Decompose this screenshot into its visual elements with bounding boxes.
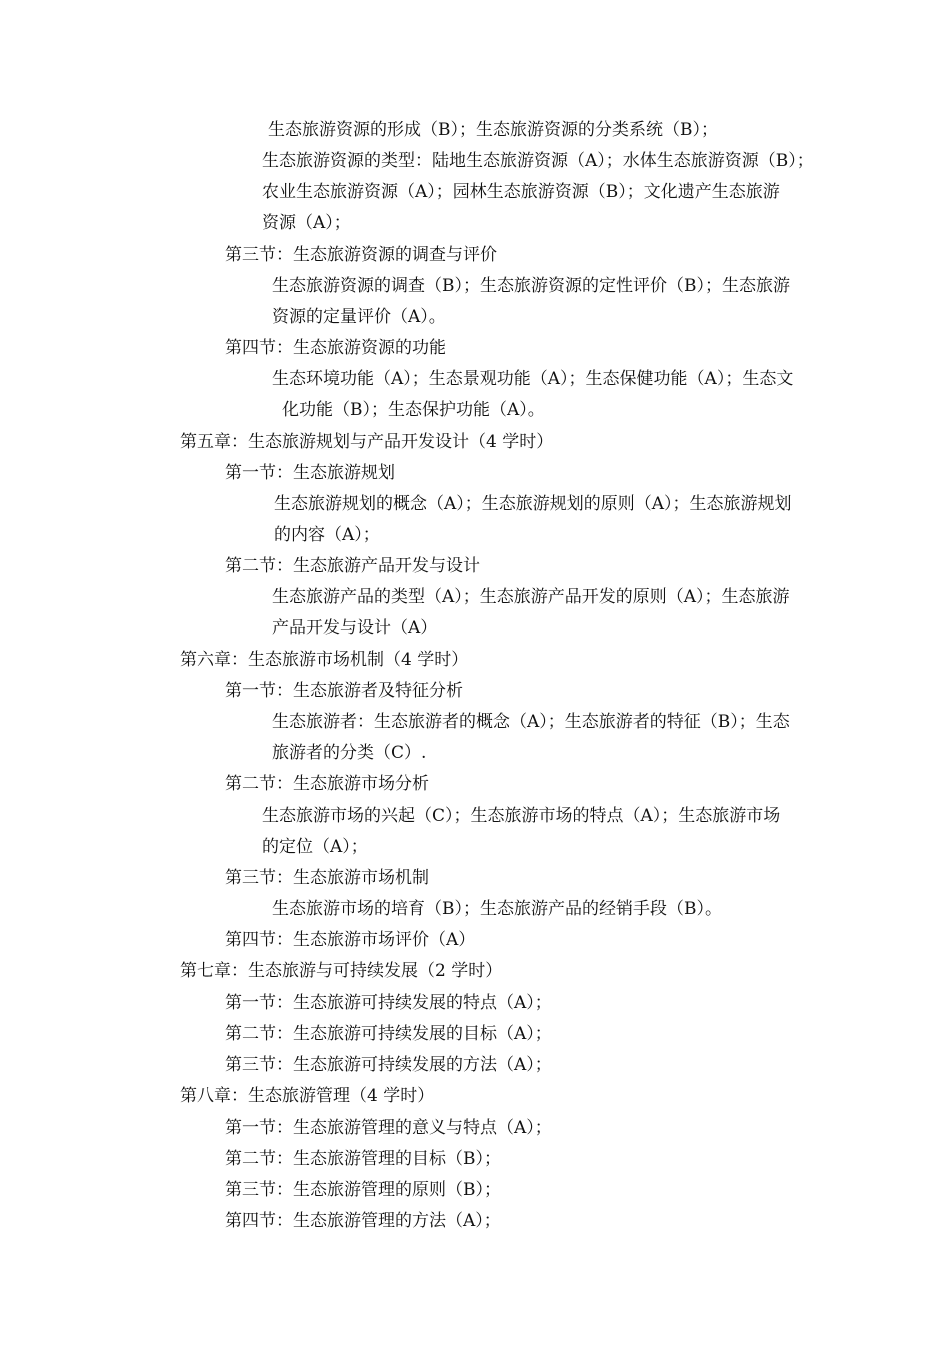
section-heading: 第三节：生态旅游管理的原则（B）； xyxy=(225,1180,501,1200)
section-heading: 第二节：生态旅游市场分析 xyxy=(225,774,429,794)
text-line: 化功能（B）；生态保护功能（A）。 xyxy=(282,400,545,420)
chapter-heading: 第六章：生态旅游市场机制（4 学时） xyxy=(180,650,469,670)
section-heading: 第一节：生态旅游规划 xyxy=(225,463,395,483)
section-heading: 第一节：生态旅游可持续发展的特点（A）； xyxy=(225,993,552,1013)
text-line: 生态环境功能（A）；生态景观功能（A）；生态保健功能（A）；生态文 xyxy=(272,369,794,389)
section-heading: 第二节：生态旅游产品开发与设计 xyxy=(225,556,480,576)
section-heading: 第三节：生态旅游可持续发展的方法（A）； xyxy=(225,1055,552,1075)
text-line: 资源的定量评价（A）。 xyxy=(272,307,446,327)
text-line: 生态旅游资源的调查（B）；生态旅游资源的定性评价（B）；生态旅游 xyxy=(272,276,790,296)
chapter-heading: 第七章：生态旅游与可持续发展（2 学时） xyxy=(180,961,503,981)
section-heading: 第三节：生态旅游资源的调查与评价 xyxy=(225,245,497,265)
text-line: 生态旅游资源的类型：陆地生态旅游资源（A）；水体生态旅游资源（B）； xyxy=(262,151,814,171)
section-heading: 第四节：生态旅游管理的方法（A）； xyxy=(225,1211,501,1231)
section-heading: 第四节：生态旅游资源的功能 xyxy=(225,338,446,358)
section-heading: 第一节：生态旅游者及特征分析 xyxy=(225,681,463,701)
text-line: 生态旅游市场的兴起（C）；生态旅游市场的特点（A）；生态旅游市场 xyxy=(262,806,781,826)
text-line: 生态旅游市场的培育（B）；生态旅游产品的经销手段（B）。 xyxy=(272,899,722,919)
section-heading: 第二节：生态旅游管理的目标（B）； xyxy=(225,1149,501,1169)
section-heading: 第四节：生态旅游市场评价（A） xyxy=(225,930,476,950)
text-line: 的内容（A）； xyxy=(274,525,380,545)
text-line: 农业生态旅游资源（A）；园林生态旅游资源（B）；文化遗产生态旅游 xyxy=(262,182,780,202)
section-heading: 第二节：生态旅游可持续发展的目标（A）； xyxy=(225,1024,552,1044)
text-line: 生态旅游规划的概念（A）；生态旅游规划的原则（A）；生态旅游规划 xyxy=(274,494,792,514)
text-line: 的定位（A）； xyxy=(262,837,368,857)
text-line: 旅游者的分类（C）. xyxy=(272,743,427,763)
section-heading: 第一节：生态旅游管理的意义与特点（A）； xyxy=(225,1118,552,1138)
text-line: 资源（A）； xyxy=(262,213,351,233)
text-line: 生态旅游产品的类型（A）；生态旅游产品开发的原则（A）；生态旅游 xyxy=(272,587,790,607)
chapter-heading: 第五章：生态旅游规划与产品开发设计（4 学时） xyxy=(180,432,554,452)
text-line: 生态旅游者：生态旅游者的概念（A）；生态旅游者的特征（B）；生态 xyxy=(272,712,790,732)
chapter-heading: 第八章：生态旅游管理（4 学时） xyxy=(180,1086,435,1106)
text-line: 产品开发与设计（A） xyxy=(272,618,438,638)
text-line: 生态旅游资源的形成（B）；生态旅游资源的分类系统（B）； xyxy=(268,120,718,140)
section-heading: 第三节：生态旅游市场机制 xyxy=(225,868,429,888)
